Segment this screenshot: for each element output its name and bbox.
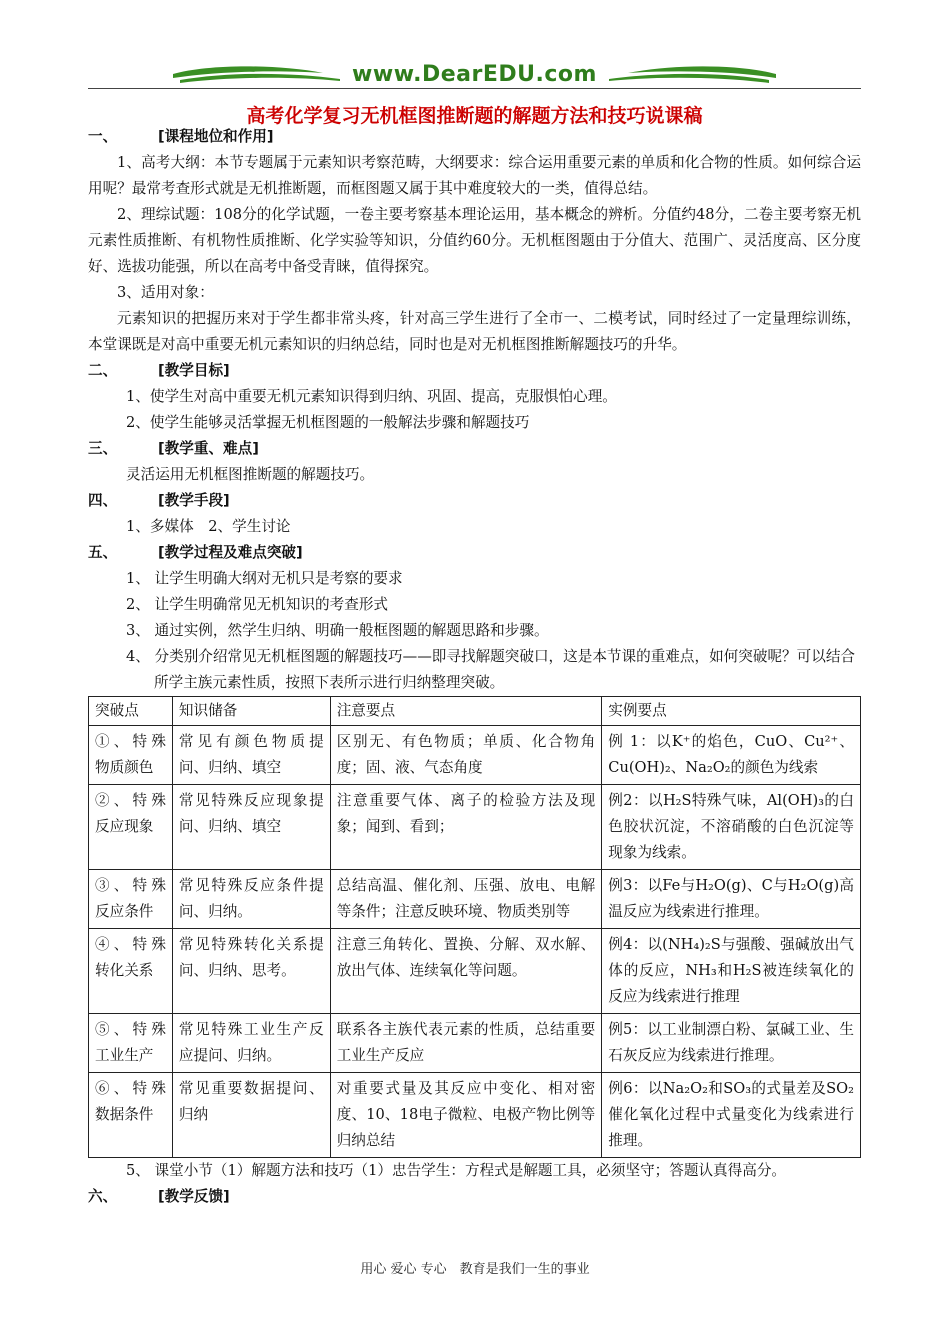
table-cell: 常见有颜色物质提问、归纳、填空 [172, 726, 330, 785]
table-cell: 例5：以工业制漂白粉、氯碱工业、生石灰反应为线索进行推理。 [602, 1014, 861, 1073]
table-row [89, 785, 861, 870]
table-row [89, 1073, 861, 1158]
page-footer: 用心 爱心 专心 教育是我们一生的事业 [360, 1262, 590, 1277]
column-header: 突破点 [89, 697, 173, 726]
paragraph: 1、多媒体 2、学生讨论 [126, 518, 291, 535]
document-body [88, 124, 861, 1210]
column-header: 知识储备 [172, 697, 330, 726]
list-item: 2、使学生能够灵活掌握无机框图题的一般解法步骤和解题技巧 [126, 414, 530, 431]
list-item: 4、 分类别介绍常见无机框图题的解题技巧——即寻找解题突破口，这是本节课的重难点，如何突破呢？可以结合所学主族元素性质，按照下表所示进行归纳整理突破。 [126, 648, 856, 691]
table-cell: 联系各主族代表元素的性质，总结重要工业生产反应 [330, 1014, 602, 1073]
table-cell: 对重要式量及其反应中变化、相对密度、10、18电子微粒、电极产物比例等归纳总结 [330, 1073, 602, 1158]
site-name: www.DearEDU.com [352, 62, 597, 87]
table-cell: ①、特殊物质颜色 [89, 726, 173, 785]
table-cell: 常见特殊工业生产反应提问、归纳。 [172, 1014, 330, 1073]
section-heading-1: 一、 [课程地位和作用] [88, 128, 274, 145]
list-item: 1、 让学生明确大纲对无机只是考察的要求 [126, 570, 403, 587]
page-title: 高考化学复习无机框图推断题的解题方法和技巧说课稿 [246, 105, 703, 127]
breakthrough-table [88, 696, 861, 1158]
paragraph: 3、适用对象： [117, 284, 214, 301]
table-cell: 常见特殊反应条件提问、归纳。 [172, 870, 330, 929]
paragraph: 元素知识的把握历来对于学生都非常头疼，针对高三学生进行了全市一、二模考试，同时经过了一定量理综训练，本堂课既是对高中重要无机元素知识的归纳总结，同时也是对无机框图推断解题技巧的升华。 [88, 310, 861, 353]
table-cell: 常见特殊反应现象提问、归纳、填空 [172, 785, 330, 870]
header-divider [88, 88, 861, 89]
table-row [89, 726, 861, 785]
section-heading-4: 四、 [教学手段] [88, 492, 230, 509]
list-item: 2、 让学生明确常见无机知识的考查形式 [126, 596, 389, 613]
table-cell: 例2：以H₂S特殊气味，Al(OH)₃的白色胶状沉淀，不溶硝酸的白色沉淀等现象为线索。 [602, 785, 861, 870]
table-cell: 总结高温、催化剂、压强、放电、电解等条件；注意反映环境、物质类别等 [330, 870, 602, 929]
table-header-row [89, 697, 861, 726]
table-cell: 例4：以(NH₄)₂S与强酸、强碱放出气体的反应，NH₃和H₂S被连续氧化的反应为线索进行推理 [602, 929, 861, 1014]
table-cell: ②、特殊反应现象 [89, 785, 173, 870]
table-cell: 区别无、有色物质；单质、化合物角度；固、液、气态角度 [330, 726, 602, 785]
table-cell: 注意重要气体、离子的检验方法及现象；闻到、看到； [330, 785, 602, 870]
section-heading-6: 六、 [教学反馈] [88, 1188, 230, 1205]
table-cell: 例 1：以K⁺的焰色，CuO、Cu²⁺、Cu(OH)₂、Na₂O₂的颜色为线索 [602, 726, 861, 785]
section-heading-5: 五、 [教学过程及难点突破] [88, 544, 303, 561]
section-heading-3: 三、 [教学重、难点] [88, 440, 259, 457]
table-row [89, 929, 861, 1014]
paragraph: 灵活运用无机框图推断题的解题技巧。 [126, 466, 375, 483]
table-cell: 注意三角转化、置换、分解、双水解、放出气体、连续氧化等问题。 [330, 929, 602, 1014]
table-cell: 常见特殊转化关系提问、归纳、思考。 [172, 929, 330, 1014]
table-cell: 例6：以Na₂O₂和SO₃的式量差及SO₂催化氧化过程中式量变化为线索进行推理。 [602, 1073, 861, 1158]
table-row [89, 1014, 861, 1073]
site-header [88, 60, 861, 90]
list-item: 5、 课堂小节（1）解题方法和技巧（1）忠告学生：方程式是解题工具，必须坚守；答题认真得高分。 [126, 1162, 787, 1179]
column-header: 实例要点 [602, 697, 861, 726]
paragraph: 2、理综试题：108分的化学试题，一卷主要考察基本理论运用，基本概念的辨析。分值约48分，二卷主要考察无机元素性质推断、有机物性质推断、化学实验等知识，分值约60分。无机框图题由于分值大、范围广、灵活度高、区分度好、选拔功能强，所以在高考中备受青睐，值得探究。 [88, 206, 861, 275]
table-cell: ⑤、特殊工业生产 [89, 1014, 173, 1073]
list-item: 1、使学生对高中重要无机元素知识得到归纳、巩固、提高，克服惧怕心理。 [126, 388, 617, 405]
list-item: 3、 通过实例，然学生归纳、明确一般框图题的解题思路和步骤。 [126, 622, 549, 639]
section-heading-2: 二、 [教学目标] [88, 362, 230, 379]
table-row [89, 870, 861, 929]
paragraph: 1、高考大纲：本节专题属于元素知识考察范畴，大纲要求：综合运用重要元素的单质和化合物的性质。如何综合运用呢？最常考查形式就是无机推断题，而框图题又属于其中难度较大的一类，值得总结。 [88, 154, 861, 197]
table-cell: ④、特殊转化关系 [89, 929, 173, 1014]
table-cell: ⑥、特殊数据条件 [89, 1073, 173, 1158]
table-cell: ③、特殊反应条件 [89, 870, 173, 929]
table-cell: 常见重要数据提问、归纳 [172, 1073, 330, 1158]
table-cell: 例3：以Fe与H₂O(g)、C与H₂O(g)高温反应为线索进行推理。 [602, 870, 861, 929]
column-header: 注意要点 [330, 697, 602, 726]
